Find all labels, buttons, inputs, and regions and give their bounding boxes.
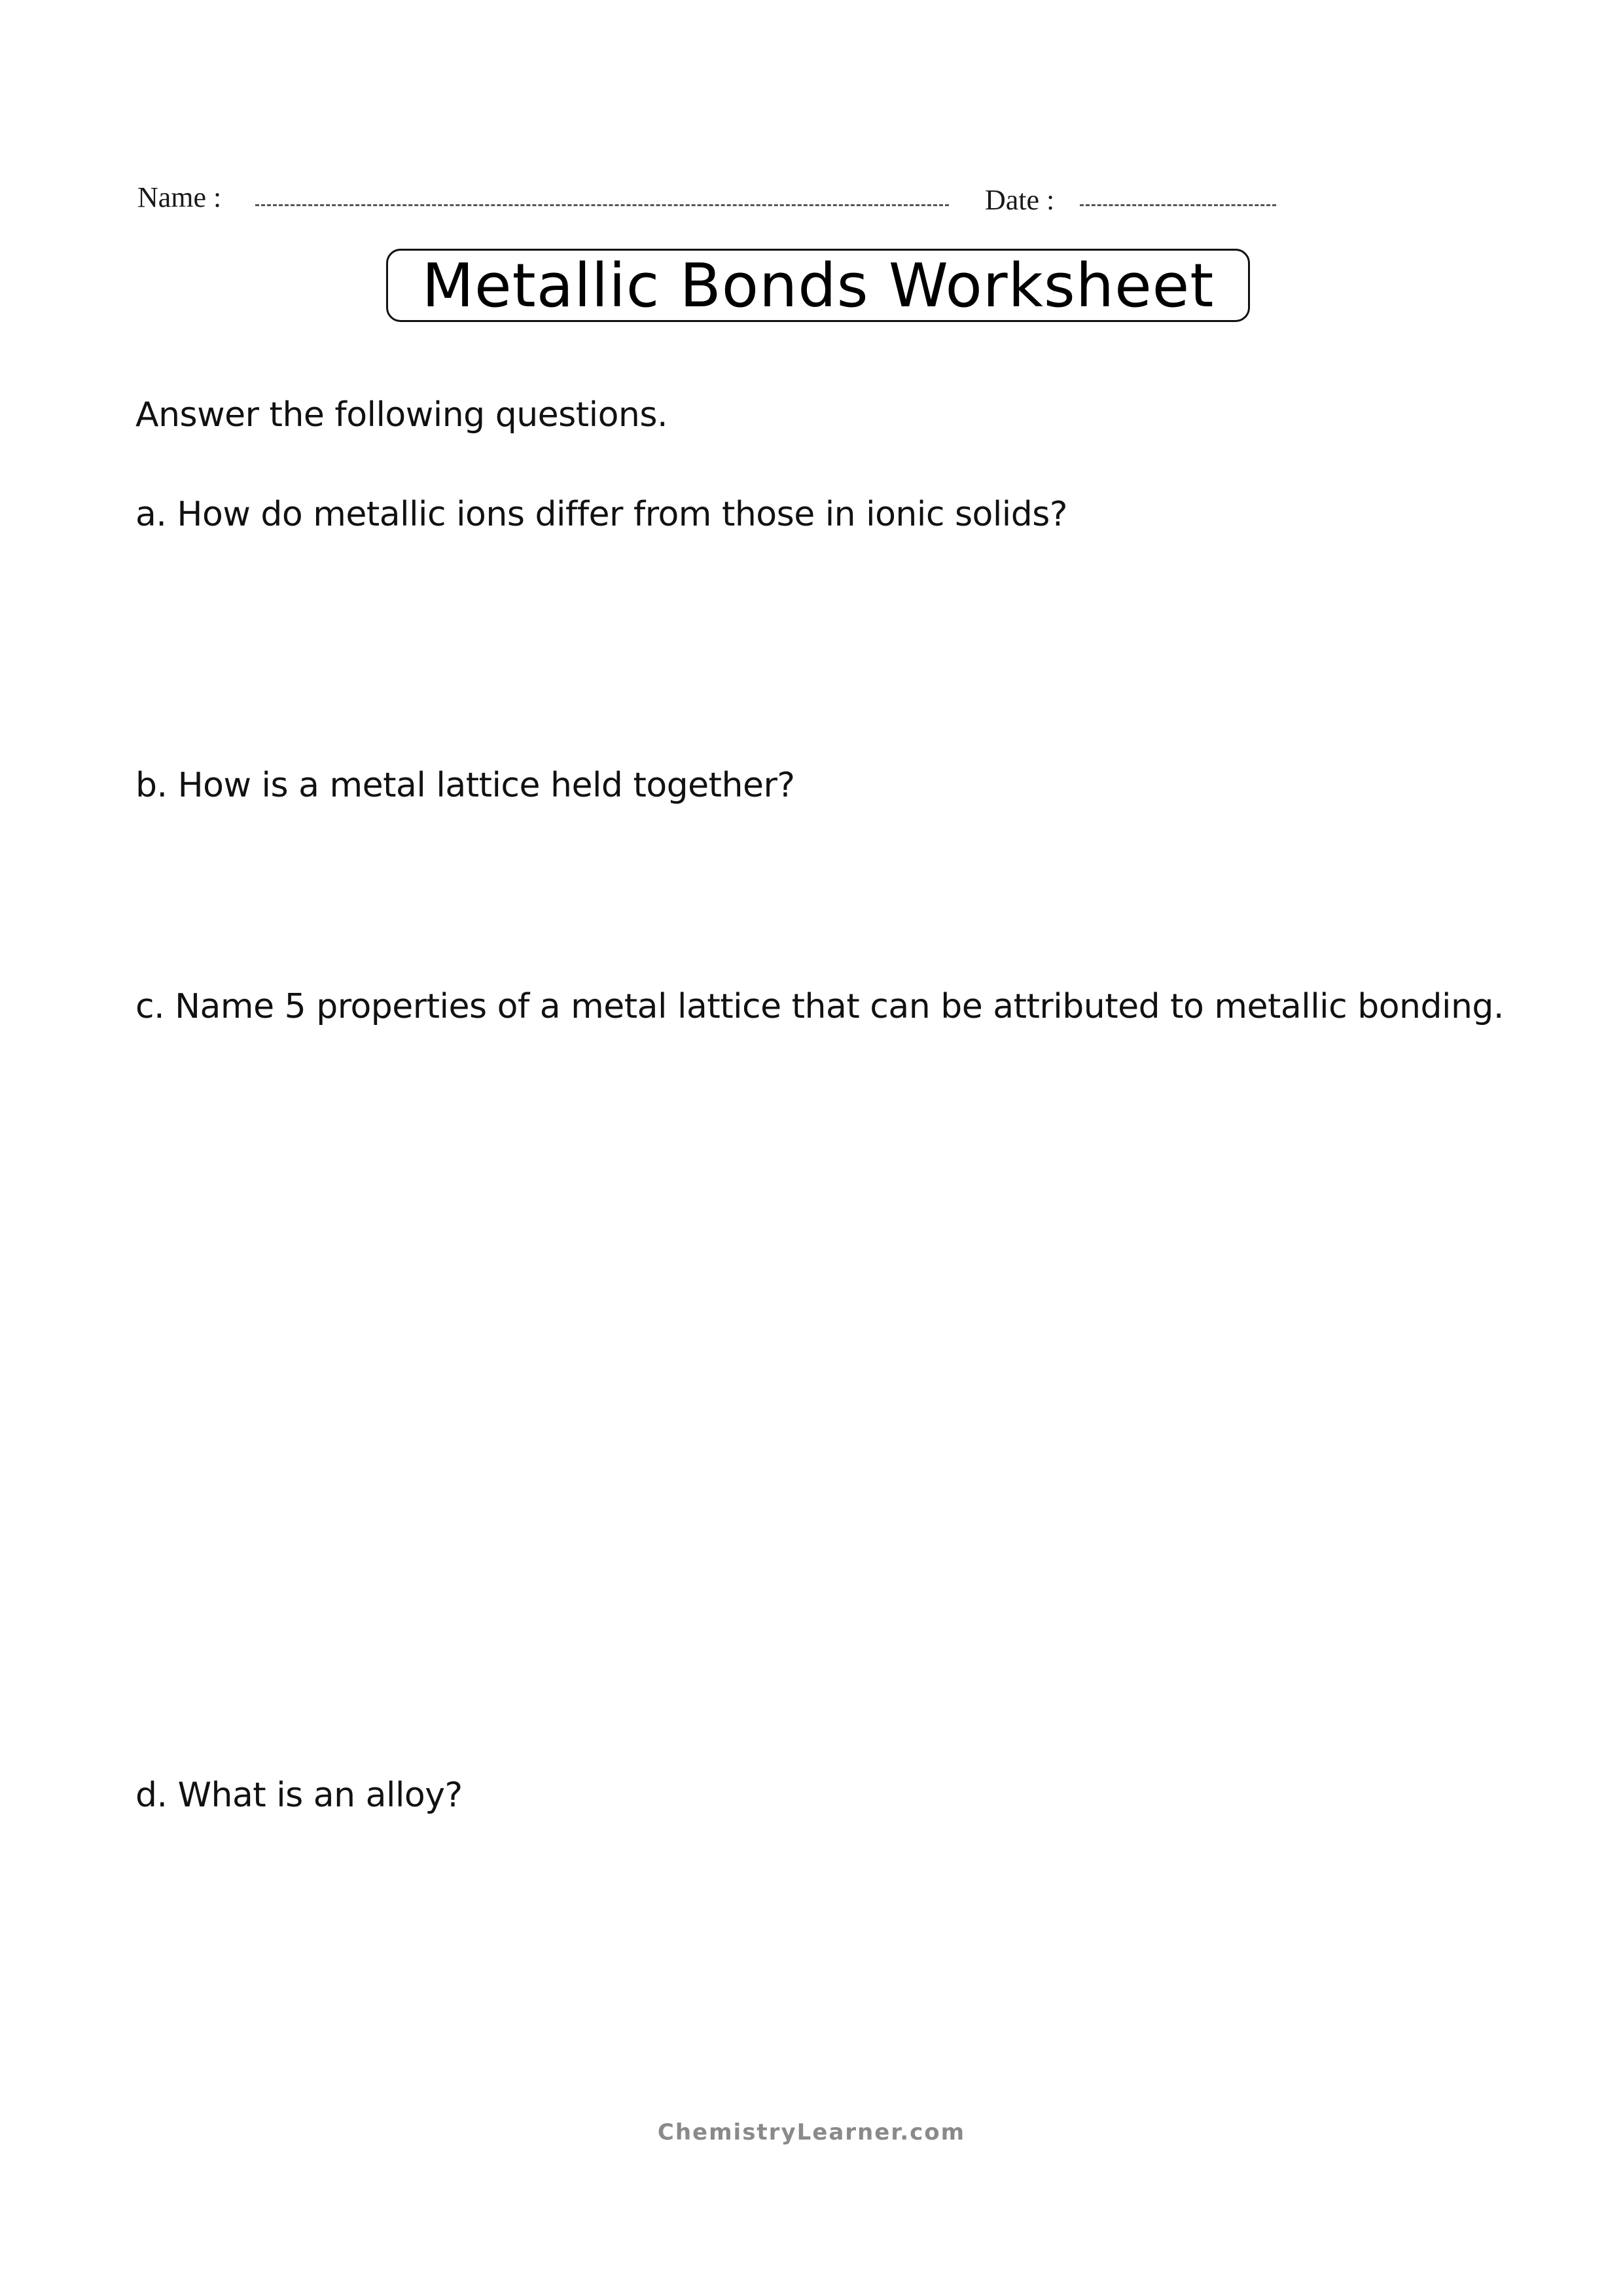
name-field[interactable] <box>255 204 949 206</box>
answer-space-c[interactable] <box>135 1047 1484 1754</box>
question-b: b. How is a metal lattice held together? <box>135 766 795 805</box>
answer-space-d[interactable] <box>135 1833 1484 2081</box>
date-label: Date : <box>985 184 1055 216</box>
instructions: Answer the following questions. <box>135 395 668 435</box>
title-box <box>386 249 1250 322</box>
answer-space-b[interactable] <box>135 825 1484 969</box>
worksheet-title: Metallic Bonds Worksheet <box>421 250 1215 321</box>
answer-space-a[interactable] <box>135 556 1484 753</box>
footer-credit: ChemistryLearner.com <box>657 2119 966 2145</box>
name-label: Name : <box>137 181 222 213</box>
date-field[interactable] <box>1080 204 1276 206</box>
question-d: d. What is an alloy? <box>135 1776 463 1815</box>
question-c: c. Name 5 properties of a metal lattice that can be attributed to metallic bonding. <box>135 987 1504 1026</box>
question-a: a. How do metallic ions differ from those in ionic solids? <box>135 495 1067 534</box>
header-fields <box>0 177 1623 229</box>
